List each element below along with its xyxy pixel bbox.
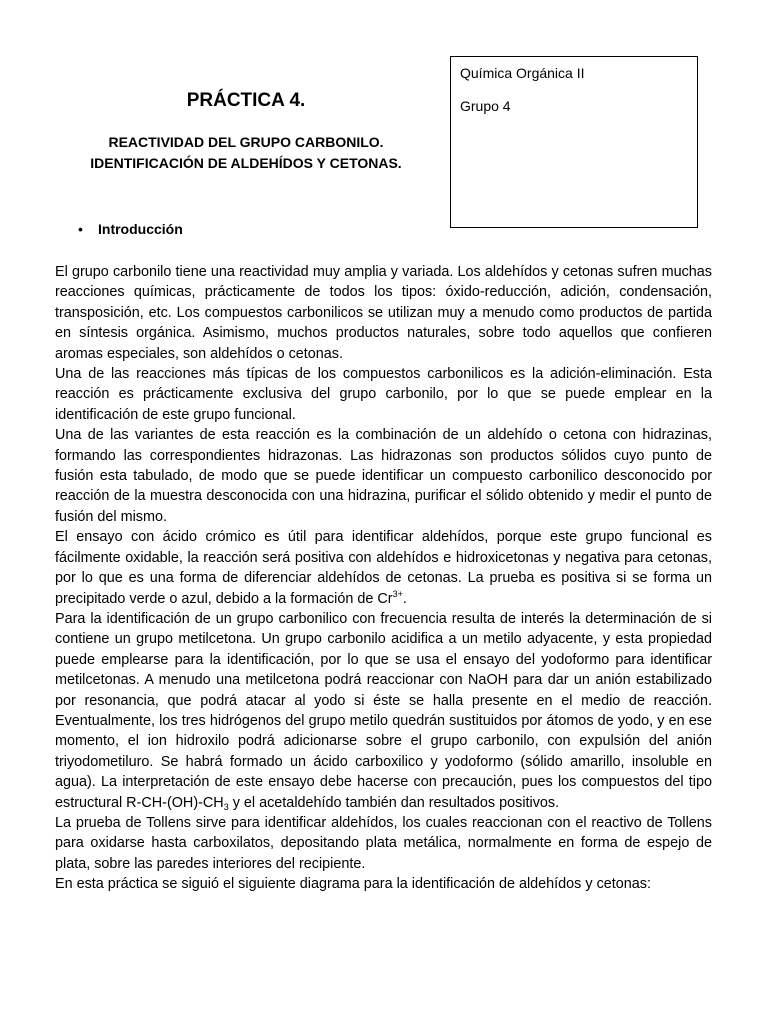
bullet-icon: • — [78, 221, 83, 237]
course-info-box — [450, 56, 698, 228]
page-subtitle — [60, 132, 432, 174]
paragraph-5 — [55, 609, 712, 813]
superscript-charge: 3+ — [392, 588, 403, 599]
subtitle-line-1: REACTIVIDAD DEL GRUPO CARBONILO. — [108, 134, 384, 150]
section-heading — [78, 219, 183, 239]
page-title: PRÁCTICA 4. — [186, 90, 306, 111]
paragraph-1: El grupo carbonilo tiene una reactividad muy amplia y variada. Los aldehídos y cetonas sufren muchas reacciones químicas, prácticamente de todos los tipos: óxido-reducción, adición, condensación, transposición, etc. Los compuestos carbonilicos se utilizan muy a menudo como productos de partida en síntesis orgánica. Asimismo, muchos productos naturales, sobre todo aquellos que confieren aromas especiales, son aldehídos o cetonas. — [55, 264, 712, 362]
course-name: Química Orgánica II — [460, 65, 585, 81]
paragraph-4 — [55, 527, 712, 609]
group-name: Grupo 4 — [460, 98, 511, 114]
subscript-three: 3 — [223, 801, 229, 812]
paragraph-3: Una de las variantes de esta reacción es la combinación de un aldehído o cetona con hidrazinas, formando las correspondientes hidrazonas. Las hidrazonas son productos sólidos cuyo punto de fusión esta tabulado, de modo que se puede identificar un compuesto carbonilico desconocido por reacción de la muestra desconocida con una hidrazina, purificar el sólido obtenido y medir el punto de fusión del mismo. — [55, 427, 712, 525]
paragraph-6: La prueba de Tollens sirve para identificar aldehídos, los cuales reaccionan con el reactivo de Tollens para oxidarse hasta carboxilatos, depositando plata metálica, normalmente en forma de espejo de plata, sobre las paredes interiores del recipiente. — [55, 814, 712, 872]
paragraph-2: Una de las reacciones más típicas de los compuestos carbonilicos es la adición-eliminación. Esta reacción es prácticamente exclusiva del grupo carbonilo, por lo que se puede emplear en la identificación de este grupo funcional. — [55, 366, 712, 423]
paragraph-5-end: y el acetaldehído también dan resultados positivos. — [228, 794, 560, 811]
subtitle-line-2: IDENTIFICACIÓN DE ALDEHÍDOS Y CETONAS. — [90, 155, 402, 171]
paragraph-5-text: Para la identificación de un grupo carbonilico con frecuencia resulta de interés la determinación de si contiene un grupo metilcetona. Un grupo carbonilo acidifica a un metilo adyacente, y esta propiedad puede emplearse para la identificación, por lo que se usa el ensayo del yodoformo para identificar metilcetonas. A menudo una metilcetona podrá reaccionar con NaOH para dar un anión estabilizado por resonancia, que podrá atacar al yodo si éste se halla presente en el medio de reacción. Eventualmente, los tres hidrógenos del grupo metilo quedrán sustituidos por átomos de yodo, y en ese momento, el ion hidroxilo podrá adicionarse sobre el grupo carbonilo, con expulsión del anión triyodometiluro. Se habrá formado un ácido carboxilico y yodoformo (sólido amarillo, insoluble en agua). La interpretación de este ensayo debe hacerse con precaución, pues los compuestos del tipo estructural R-CH-(OH)-CH — [55, 610, 712, 811]
paragraph-4-end: . — [402, 590, 407, 607]
paragraph-4-text: El ensayo con ácido crómico es útil para identificar aldehídos, porque este grupo funcional es fácilmente oxidable, la reacción será positiva con aldehídos e hidroxicetonas y negativa para cetonas, por lo que es una forma de diferenciar aldehídos de cetonas. La prueba es positiva si se forma un precipitado verde o azul, debido a la formación de Cr — [55, 529, 712, 607]
document-body — [55, 262, 712, 895]
section-heading-text: Introducción — [98, 221, 183, 237]
paragraph-7: En esta práctica se siguió el siguiente diagrama para la identificación de aldehídos y cetonas: — [55, 876, 651, 893]
